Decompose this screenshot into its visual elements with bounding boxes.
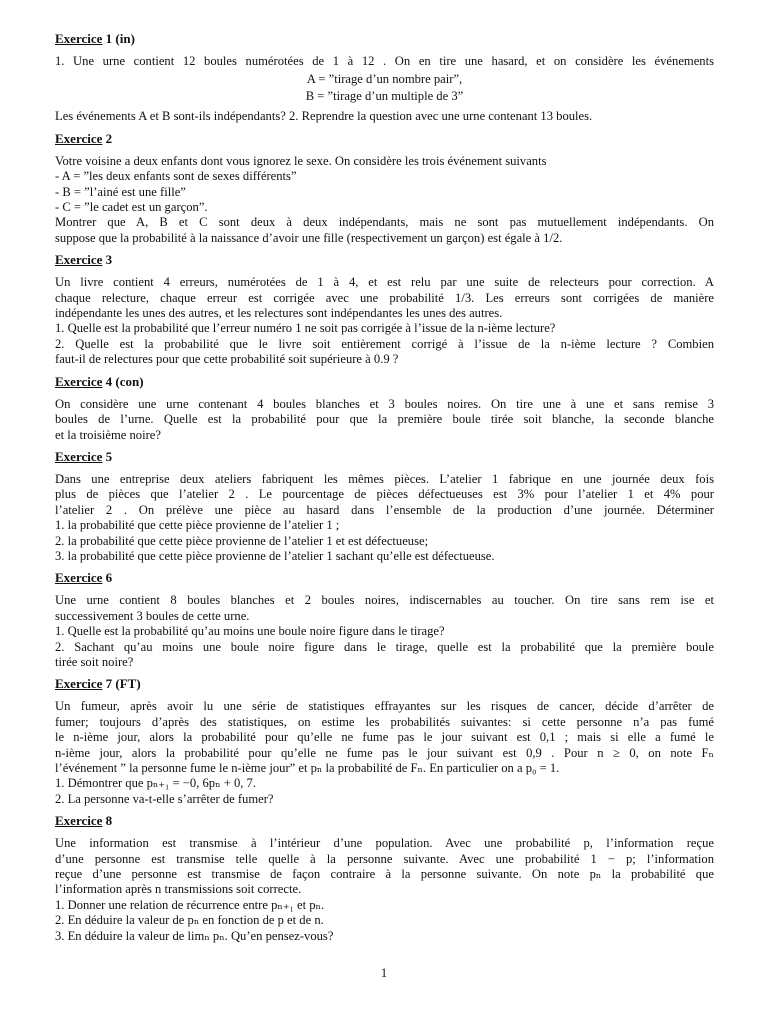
exercise-2 bbox=[55, 131, 714, 246]
event-b: B = ”tirage d’un multiple de 3” bbox=[305, 89, 464, 104]
text-line: successivement 3 boules de cette urne. bbox=[55, 608, 250, 623]
exercise-word: Exercice bbox=[55, 373, 103, 389]
text-line: Dans une entreprise deux ateliers fabriquent les mêmes pièces. L’atelier 1 fabrique en une journée deux fois bbox=[55, 471, 714, 486]
exercise-3 bbox=[55, 252, 714, 367]
text-line: l’événement ” la personne fume le n-ième jour” et pₙ la probabilité de Fₙ. En particulier on a p₀ = 1. bbox=[55, 761, 560, 775]
exercise-number: 7 (FT) bbox=[102, 676, 141, 692]
exercise-5 bbox=[55, 449, 714, 564]
exercise-6 bbox=[55, 570, 714, 670]
text-line: indépendante les unes des autres, et les relectures sont indépendantes les unes des autres. bbox=[55, 306, 503, 321]
event-definitions bbox=[55, 71, 714, 105]
text-line: Montrer que A, B et C sont deux à deux indépendants, mais ne sont pas mutuellement indépendants. On bbox=[55, 215, 714, 230]
text-line: 3. En déduire la valeur de limₙ pₙ. Qu’en pensez-vous? bbox=[55, 928, 334, 943]
text-line: 1. la probabilité que cette pièce provienne de l’atelier 1 ; bbox=[55, 518, 340, 533]
text-line: 1. Donner une relation de récurrence entre pₙ₊₁ et pₙ. bbox=[55, 897, 325, 912]
text-line: Les événements A et B sont-ils indépendants? 2. Reprendre la question avec une urne contenant 13 boules. bbox=[55, 109, 593, 124]
text-line: et la troisième noire? bbox=[55, 427, 161, 442]
text-line: - C = ”le cadet est un garçon”. bbox=[55, 200, 208, 215]
exercise-heading bbox=[55, 252, 714, 268]
exercise-word: Exercice bbox=[55, 130, 103, 146]
exercise-word: Exercice bbox=[55, 448, 103, 464]
exercise-7 bbox=[55, 676, 714, 807]
text-line: Une information est transmise à l’intérieur d’une population. Avec une probabilité p, l’information reçue bbox=[55, 836, 714, 851]
exercise-heading bbox=[55, 570, 714, 586]
text-line: 3. la probabilité que cette pièce provienne de l’atelier 1 sachant qu’elle est défectueuse. bbox=[55, 548, 495, 563]
text-line: Un fumeur, après avoir lu une série de statistiques effrayantes sur les risques de cancer, décide d’arrêter de bbox=[55, 699, 714, 714]
exercise-8 bbox=[55, 813, 714, 944]
text-line: l’information après n transmissions soit correcte. bbox=[55, 882, 302, 897]
text-line: - A = ”les deux enfants sont de sexes différents” bbox=[55, 169, 297, 184]
text-line: chaque relecture, chaque erreur est corrigée avec une probabilité 1/3. Les erreurs sont corrigées de manière bbox=[55, 290, 714, 305]
exercise-word: Exercice bbox=[55, 570, 103, 586]
exercise-word: Exercice bbox=[55, 252, 103, 268]
exercise-word: Exercice bbox=[55, 31, 103, 46]
exercise-number: 6 bbox=[102, 570, 113, 586]
text-line: boules de l’urne. Quelle est la probabilité pour que la première boule tirée soit blanche, la seconde blanche bbox=[55, 412, 714, 427]
text-line: - B = ”l’ainé est une fille” bbox=[55, 184, 186, 199]
text-line: 1. Quelle est la probabilité que l’erreur numéro 1 ne soit pas corrigée à l’issue de la n-ième lecture? bbox=[55, 321, 556, 336]
text-line: 1. Démontrer que pₙ₊₁ = −0, 6pₙ + 0, 7. bbox=[55, 776, 256, 791]
text-line: le n-ième jour, alors la probabilité pour qu’elle ne fume pas le jour suivant est 0,1 ; mais si elle a fumé le bbox=[55, 730, 714, 745]
text-line: Un livre contient 4 erreurs, numérotées de 1 à 4, et est relu par une suite de relecteurs pour correction. A bbox=[55, 275, 714, 290]
text-line: reçue d’une personne est transmise de façon contraire à la personne suivante. On note pₙ la probabilité que bbox=[55, 867, 714, 882]
text-line: n-ième jour, alors la probabilité pour qu’elle ne fume pas le jour suivant est 0,9 . Pour n ≥ 0, on note Fₙ bbox=[55, 745, 714, 760]
text-line: 2. Quelle est la probabilité que le livre soit entièrement corrigé à l’issue de la n-ième lecture ? Combien bbox=[55, 336, 714, 351]
text-line: 1. Une urne contient 12 boules numérotées de 1 à 12 . On en tire une hasard, et on considère les événements bbox=[55, 54, 714, 68]
text-line: 2. la probabilité que cette pièce provienne de l’atelier 1 et est défectueuse; bbox=[55, 533, 429, 548]
exercise-heading bbox=[55, 131, 714, 147]
text-line: On considère une urne contenant 4 boules blanches et 3 boules noires. On tire une à une et sans remise 3 bbox=[55, 396, 714, 411]
exercise-4 bbox=[55, 374, 714, 443]
exercise-number: 5 bbox=[102, 448, 113, 464]
exercise-number: 1 (in) bbox=[102, 31, 135, 46]
event-a: A = ”tirage d’un nombre pair”, bbox=[306, 72, 463, 87]
text-line: l’atelier 2 . On prélève une pièce au hasard dans l’ensemble de la production d’une journée. Déterminer bbox=[55, 502, 714, 517]
exercise-heading bbox=[55, 374, 714, 390]
text-line: suppose que la probabilité à la naissance d’avoir une fille (respectivement un garçon) est égale à 1/2. bbox=[55, 230, 563, 245]
text-line: Votre voisine a deux enfants dont vous ignorez le sexe. On considère les trois événement suivants bbox=[55, 153, 547, 168]
text-line: faut-il de relectures pour que cette probabilité soit supérieure à 0.9 ? bbox=[55, 352, 399, 367]
document-page bbox=[55, 31, 714, 950]
text-line: plus de pièces que l’atelier 2 . Le pourcentage de pièces défectueuses est 3% pour l’atelier 1 et 4% pour bbox=[55, 487, 714, 502]
text-line: 2. Sachant qu’au moins une boule noire figure dans le tirage, quelle est la probabilité que la première boule bbox=[55, 639, 714, 654]
exercise-number: 3 bbox=[102, 252, 113, 268]
exercise-heading bbox=[55, 676, 714, 692]
exercise-number: 2 bbox=[102, 130, 113, 146]
exercise-word: Exercice bbox=[55, 676, 103, 692]
exercise-heading bbox=[55, 449, 714, 465]
exercise-number: 4 (con) bbox=[102, 373, 144, 389]
exercise-word: Exercice bbox=[55, 813, 103, 829]
text-line: 2. En déduire la valeur de pₙ en fonction de p et de n. bbox=[55, 913, 324, 928]
exercise-number: 8 bbox=[102, 813, 113, 829]
exercise-heading bbox=[55, 813, 714, 829]
exercise-1 bbox=[55, 31, 714, 125]
text-line: Une urne contient 8 boules blanches et 2 boules noires, indiscernables au toucher. On tire sans rem ise et bbox=[55, 593, 714, 608]
exercise-heading bbox=[55, 31, 714, 47]
text-line: d’une personne est transmise telle quelle à la personne suivante. Avec une probabilité 1 − p; l’information bbox=[55, 851, 714, 866]
text-line: fumer; toujours d’après des statistiques, on estime les probabilités suivantes: si cette personne n’a pas fumé bbox=[55, 714, 714, 729]
text-line: 2. La personne va-t-elle s’arrêter de fumer? bbox=[55, 791, 274, 806]
text-line: tirée soit noire? bbox=[55, 654, 134, 669]
text-line: 1. Quelle est la probabilité qu’au moins une boule noire figure dans le tirage? bbox=[55, 624, 445, 639]
page-number: 1 bbox=[380, 966, 388, 980]
